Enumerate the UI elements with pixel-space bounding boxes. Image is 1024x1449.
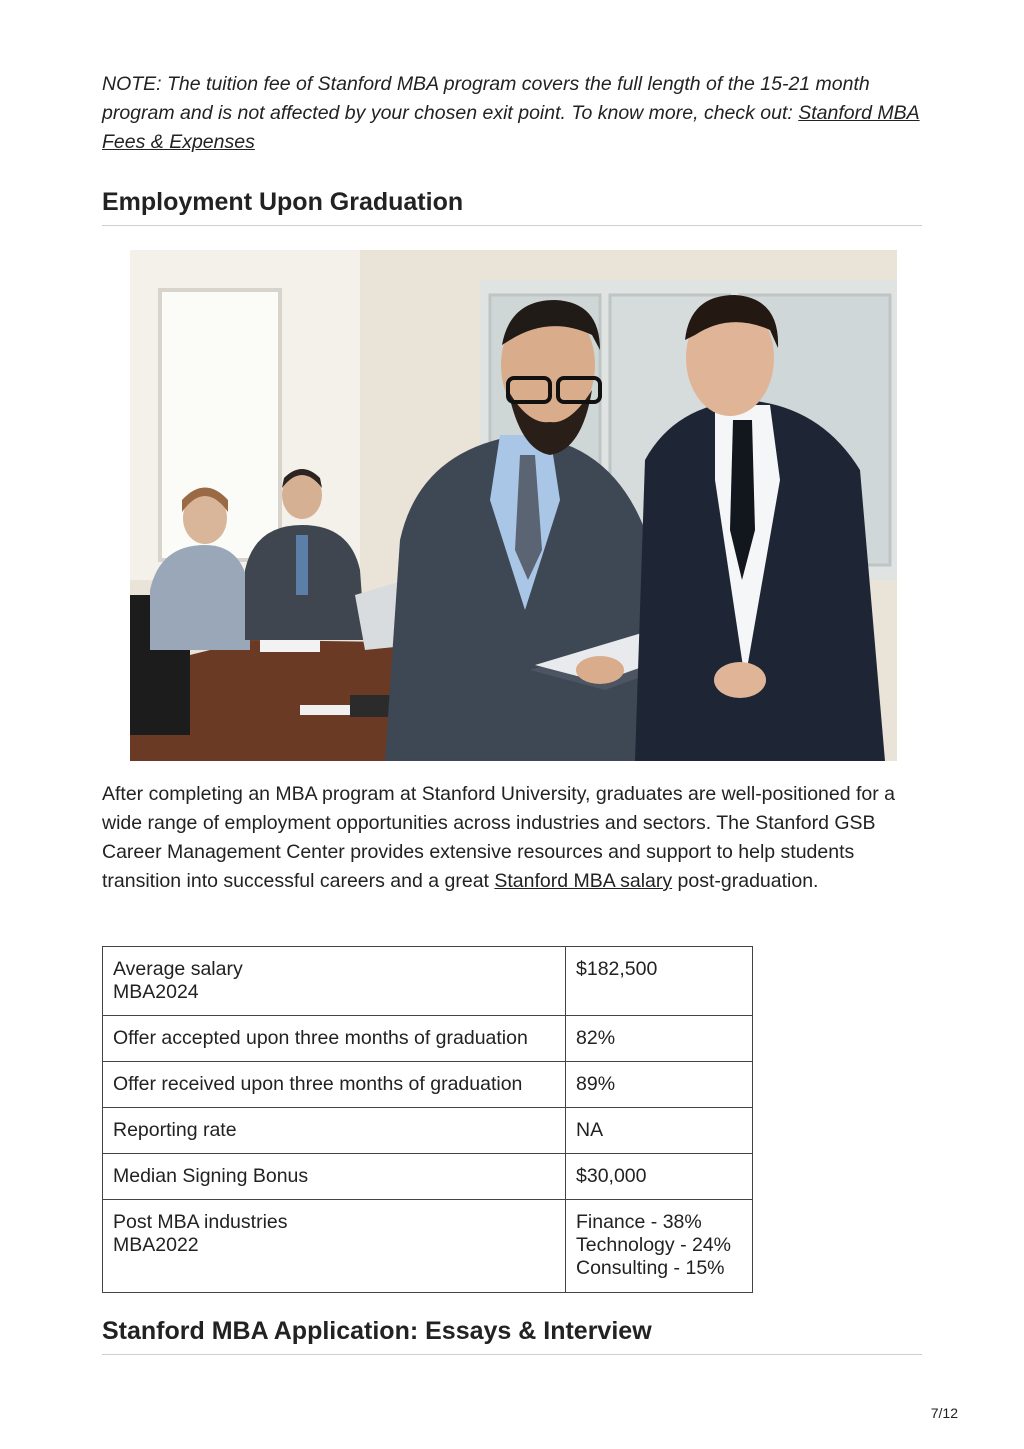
table-cell-label [103, 947, 566, 1016]
application-heading: Stanford MBA Application: Essays & Interview [102, 1317, 922, 1355]
table-row [103, 1016, 753, 1062]
employment-heading: Employment Upon Graduation [102, 188, 922, 226]
table-cell-label [103, 1154, 566, 1200]
employment-stats-table [102, 946, 753, 1293]
cell-text: Median Signing Bonus [113, 1165, 309, 1187]
table-cell-label [103, 1200, 566, 1293]
table-cell-value [566, 1016, 753, 1062]
table-cell-value [566, 947, 753, 1016]
cell-text: Technology - 24% [576, 1234, 732, 1256]
table-cell-value [566, 1062, 753, 1108]
cell-text: Reporting rate [113, 1119, 237, 1141]
cell-text: MBA2024 [113, 981, 199, 1003]
table-cell-label [103, 1016, 566, 1062]
table-cell-value [566, 1108, 753, 1154]
cell-text: Post MBA industries [113, 1211, 288, 1233]
table-row [103, 1154, 753, 1200]
mba-salary-link[interactable]: Stanford MBA salary [494, 870, 673, 892]
cell-text: 82% [576, 1027, 616, 1049]
employment-paragraph [102, 780, 924, 896]
cell-text: MBA2022 [113, 1234, 199, 1256]
cell-text: Offer accepted upon three months of graduation [113, 1027, 528, 1049]
table-cell-value [566, 1200, 753, 1293]
cell-text: Average salary [113, 958, 243, 980]
table-cell-label [103, 1108, 566, 1154]
paragraph-text: After completing an MBA program at Stanford University, graduates are well-positioned for a wide range of employment opportunities across industries and sectors. The Stanford GSB Career Management Center provides extensive resources and support to help students transition into successful careers and a great [102, 783, 896, 892]
table-row [103, 1108, 753, 1154]
cell-text: $182,500 [576, 958, 658, 980]
cell-text: Finance - 38% [576, 1211, 702, 1233]
table-row [103, 947, 753, 1016]
business-meeting-photo [130, 250, 897, 761]
fees-expenses-link[interactable]: Stanford MBA Fees & Expenses [102, 102, 920, 153]
table-cell-label [103, 1062, 566, 1108]
table-row [103, 1200, 753, 1293]
cell-text: NA [576, 1119, 604, 1141]
table-row [103, 1062, 753, 1108]
paragraph-text-end: post-graduation. [672, 870, 819, 892]
cell-text: $30,000 [576, 1165, 647, 1187]
cell-text: Offer received upon three months of graduation [113, 1073, 523, 1095]
cell-text: Consulting - 15% [576, 1257, 725, 1279]
tuition-note [102, 70, 924, 157]
table-cell-value [566, 1154, 753, 1200]
page-number: 7/12 [930, 1405, 958, 1421]
note-text: NOTE: The tuition fee of Stanford MBA program covers the full length of the 15-21 month program and is not affected by your chosen exit point. To know more, check out: [102, 73, 870, 124]
cell-text: 89% [576, 1073, 616, 1095]
